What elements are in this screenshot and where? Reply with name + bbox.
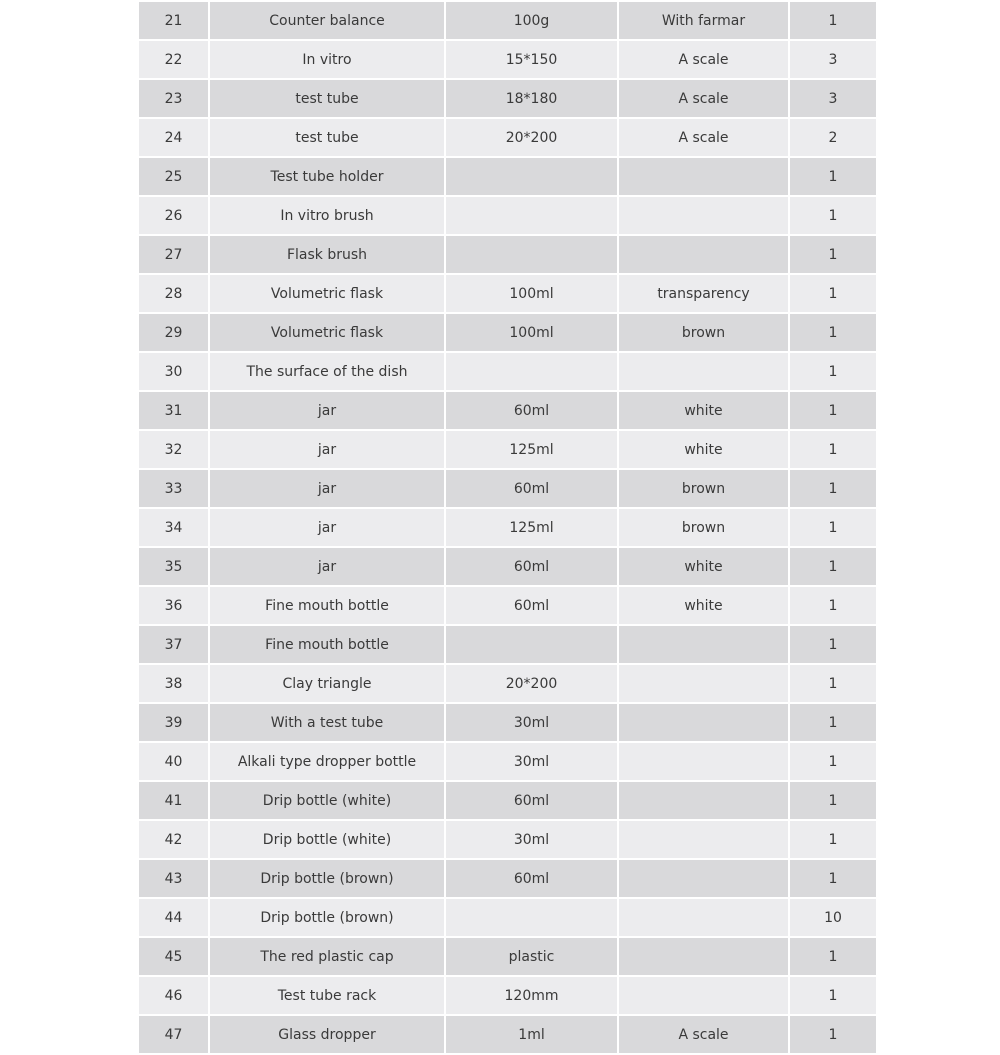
cell-name: Drip bottle (brown) [209, 898, 445, 937]
table-row [138, 781, 877, 820]
cell-note: brown [618, 313, 789, 352]
cell-spec: 125ml [445, 430, 618, 469]
cell-spec: 60ml [445, 391, 618, 430]
cell-name: The surface of the dish [209, 352, 445, 391]
cell-quantity: 1 [789, 391, 877, 430]
table-row [138, 937, 877, 976]
cell-spec: plastic [445, 937, 618, 976]
cell-quantity: 1 [789, 742, 877, 781]
cell-note: A scale [618, 118, 789, 157]
cell-quantity: 1 [789, 235, 877, 274]
cell-number: 35 [138, 547, 209, 586]
cell-number: 26 [138, 196, 209, 235]
cell-number: 24 [138, 118, 209, 157]
cell-quantity: 1 [789, 196, 877, 235]
cell-quantity: 1 [789, 313, 877, 352]
cell-note [618, 157, 789, 196]
cell-note [618, 664, 789, 703]
cell-number: 39 [138, 703, 209, 742]
cell-number: 31 [138, 391, 209, 430]
table-row [138, 196, 877, 235]
table-row [138, 1015, 877, 1054]
table-row [138, 274, 877, 313]
cell-note: A scale [618, 40, 789, 79]
cell-spec: 60ml [445, 781, 618, 820]
cell-name: With a test tube [209, 703, 445, 742]
cell-name: Flask brush [209, 235, 445, 274]
table-row [138, 1, 877, 40]
cell-number: 30 [138, 352, 209, 391]
cell-quantity: 1 [789, 937, 877, 976]
cell-number: 44 [138, 898, 209, 937]
table-row [138, 547, 877, 586]
cell-note: brown [618, 508, 789, 547]
cell-spec: 60ml [445, 547, 618, 586]
cell-name: Fine mouth bottle [209, 586, 445, 625]
cell-note: white [618, 586, 789, 625]
table-row [138, 820, 877, 859]
cell-name: Clay triangle [209, 664, 445, 703]
cell-quantity: 1 [789, 508, 877, 547]
cell-quantity: 10 [789, 898, 877, 937]
cell-number: 37 [138, 625, 209, 664]
table-row [138, 508, 877, 547]
cell-spec: 100g [445, 1, 618, 40]
cell-note [618, 781, 789, 820]
cell-quantity: 1 [789, 547, 877, 586]
cell-note [618, 820, 789, 859]
table-row [138, 664, 877, 703]
cell-name: jar [209, 508, 445, 547]
cell-number: 21 [138, 1, 209, 40]
cell-note: white [618, 547, 789, 586]
cell-note [618, 976, 789, 1015]
cell-name: Alkali type dropper bottle [209, 742, 445, 781]
cell-spec: 1ml [445, 1015, 618, 1054]
table-row [138, 742, 877, 781]
table-row [138, 586, 877, 625]
table-row [138, 625, 877, 664]
cell-number: 34 [138, 508, 209, 547]
cell-name: Drip bottle (white) [209, 781, 445, 820]
cell-number: 42 [138, 820, 209, 859]
cell-quantity: 3 [789, 40, 877, 79]
cell-note [618, 859, 789, 898]
cell-note [618, 196, 789, 235]
cell-number: 25 [138, 157, 209, 196]
cell-spec: 60ml [445, 859, 618, 898]
cell-spec: 100ml [445, 274, 618, 313]
cell-spec [445, 235, 618, 274]
cell-note [618, 352, 789, 391]
cell-number: 29 [138, 313, 209, 352]
cell-spec [445, 625, 618, 664]
cell-spec: 20*200 [445, 118, 618, 157]
cell-quantity: 1 [789, 664, 877, 703]
cell-quantity: 1 [789, 469, 877, 508]
table-row [138, 235, 877, 274]
table-row [138, 40, 877, 79]
table-row [138, 157, 877, 196]
cell-note [618, 937, 789, 976]
cell-name: jar [209, 469, 445, 508]
cell-number: 38 [138, 664, 209, 703]
cell-note: white [618, 430, 789, 469]
cell-quantity: 1 [789, 157, 877, 196]
cell-quantity: 2 [789, 118, 877, 157]
cell-name: Fine mouth bottle [209, 625, 445, 664]
cell-name: jar [209, 430, 445, 469]
table-row [138, 703, 877, 742]
cell-quantity: 1 [789, 274, 877, 313]
table-row [138, 469, 877, 508]
cell-quantity: 3 [789, 79, 877, 118]
cell-number: 43 [138, 859, 209, 898]
cell-number: 45 [138, 937, 209, 976]
cell-spec: 60ml [445, 586, 618, 625]
cell-quantity: 1 [789, 1015, 877, 1054]
cell-name: In vitro brush [209, 196, 445, 235]
cell-quantity: 1 [789, 1, 877, 40]
cell-number: 36 [138, 586, 209, 625]
cell-name: Test tube rack [209, 976, 445, 1015]
cell-number: 33 [138, 469, 209, 508]
cell-quantity: 1 [789, 430, 877, 469]
cell-note [618, 703, 789, 742]
cell-note [618, 625, 789, 664]
cell-note: white [618, 391, 789, 430]
cell-quantity: 1 [789, 703, 877, 742]
cell-note [618, 235, 789, 274]
cell-name: In vitro [209, 40, 445, 79]
cell-note [618, 898, 789, 937]
cell-spec: 30ml [445, 703, 618, 742]
cell-number: 28 [138, 274, 209, 313]
cell-name: Volumetric flask [209, 313, 445, 352]
cell-spec: 30ml [445, 820, 618, 859]
cell-number: 40 [138, 742, 209, 781]
table-row [138, 976, 877, 1015]
cell-number: 46 [138, 976, 209, 1015]
cell-name: Glass dropper [209, 1015, 445, 1054]
cell-name: Test tube holder [209, 157, 445, 196]
cell-quantity: 1 [789, 586, 877, 625]
cell-name: jar [209, 547, 445, 586]
cell-note: With farmar [618, 1, 789, 40]
cell-number: 27 [138, 235, 209, 274]
cell-spec [445, 352, 618, 391]
equipment-table-body [138, 1, 877, 1054]
cell-name: jar [209, 391, 445, 430]
cell-note: A scale [618, 1015, 789, 1054]
cell-spec: 60ml [445, 469, 618, 508]
cell-note: transparency [618, 274, 789, 313]
cell-quantity: 1 [789, 976, 877, 1015]
cell-number: 22 [138, 40, 209, 79]
cell-spec: 18*180 [445, 79, 618, 118]
table-row [138, 313, 877, 352]
cell-number: 41 [138, 781, 209, 820]
cell-spec: 100ml [445, 313, 618, 352]
cell-spec [445, 898, 618, 937]
cell-spec: 20*200 [445, 664, 618, 703]
cell-name: Drip bottle (brown) [209, 859, 445, 898]
cell-spec [445, 157, 618, 196]
cell-name: Counter balance [209, 1, 445, 40]
equipment-table [137, 0, 878, 1055]
table-row [138, 352, 877, 391]
cell-name: test tube [209, 79, 445, 118]
cell-number: 32 [138, 430, 209, 469]
cell-spec: 120mm [445, 976, 618, 1015]
cell-spec [445, 196, 618, 235]
table-row [138, 79, 877, 118]
cell-spec: 15*150 [445, 40, 618, 79]
table-row [138, 391, 877, 430]
cell-name: test tube [209, 118, 445, 157]
cell-quantity: 1 [789, 352, 877, 391]
cell-name: The red plastic cap [209, 937, 445, 976]
table-row [138, 898, 877, 937]
cell-number: 47 [138, 1015, 209, 1054]
cell-quantity: 1 [789, 625, 877, 664]
cell-note: brown [618, 469, 789, 508]
table-row [138, 859, 877, 898]
cell-quantity: 1 [789, 859, 877, 898]
equipment-table-container [137, 0, 876, 1055]
cell-name: Drip bottle (white) [209, 820, 445, 859]
cell-spec: 30ml [445, 742, 618, 781]
cell-spec: 125ml [445, 508, 618, 547]
cell-name: Volumetric flask [209, 274, 445, 313]
cell-note [618, 742, 789, 781]
cell-quantity: 1 [789, 820, 877, 859]
table-row [138, 118, 877, 157]
cell-number: 23 [138, 79, 209, 118]
cell-note: A scale [618, 79, 789, 118]
cell-quantity: 1 [789, 781, 877, 820]
table-row [138, 430, 877, 469]
